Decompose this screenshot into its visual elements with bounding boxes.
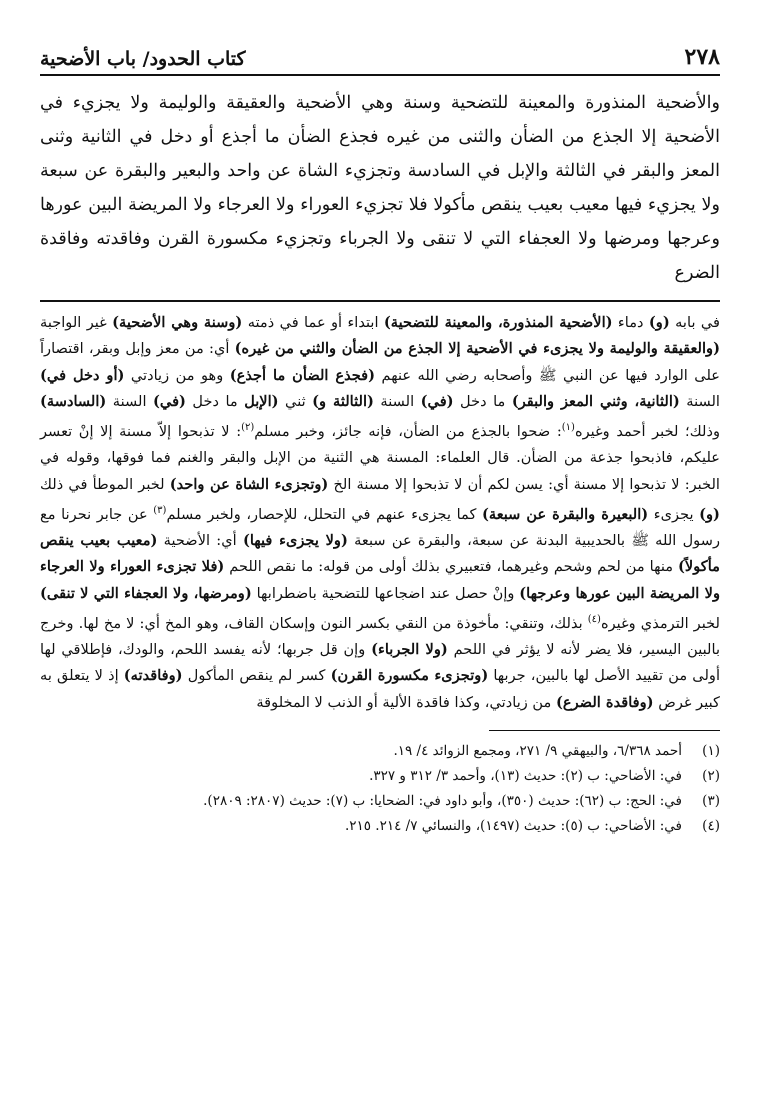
- running-header: [40, 30, 720, 76]
- commentary-run: كما يجزىء عنهم في التحلل، للإحصار، ولخبر مسلم: [166, 505, 482, 523]
- footnotes: [40, 739, 720, 839]
- commentary-run: بذلك، وتنقي: مأخوذة من النقي بكسر النون وإسكان القاف، وهو المخ أي: لا مخ لها. وخرج بالبين اليسير، فلا يضر لأنه لا يؤثر في اللحم: [40, 614, 720, 659]
- bold-matn-quote: (البعيرة والبقرة عن سبعة): [481, 505, 649, 523]
- footnote-ref: (١): [561, 422, 575, 434]
- commentary-run: وإن قل جربها؛ لأنه يفسد اللحم، والودك، فإطلاقي لها أولى من تقييد الأصل لها بالبين، جربها: [40, 641, 721, 685]
- commentary-run: وإنْ حصل عند اضجاعها للتضحية باضطرابها: [251, 584, 520, 602]
- bold-matn-quote: (وتجزىء الشاة عن واحد): [169, 475, 329, 493]
- commentary-run: يجزىء: [648, 505, 700, 523]
- matn-text: والأضحية المنذورة والمعينة للتضحية وسنة وهي الأضحية والعقيقة والوليمة ولا يجزيء في الأضحية إلا الجذع من الضأن والثنى من غيره فجذع الضأن ما أجذع أو دخل في الثانية وثنى المعز والبقر في الثالثة والإبل في السادسة وتجزيء الشاة عن واحد والبعير والبقرة عن سبعة ولا يجزيء فيها معيب بعيب ينقص مأكولا فلا تجزيء العوراء ولا العرجاء ولا المريضة البين عورها وعرجها ومرضها ولا العجفاء التي لا تنقى ولا الجرباء وتجزيء مكسورة القرن وفاقدته وفاقدة الضرع: [40, 93, 720, 283]
- bold-matn-quote: (ولا يجزىء فيها): [242, 532, 348, 550]
- commentary-run: غير الواجبة: [40, 314, 113, 331]
- bold-matn-quote: (وتجزىء مكسورة القرن): [330, 667, 489, 685]
- commentary-run: : ضحوا بالجذع من الضأن، فإنه جائز، وخبر مسلم: [254, 423, 562, 441]
- bold-matn-quote: (في): [153, 392, 186, 410]
- footnote: [40, 764, 720, 789]
- bold-matn-quote: (معيب بعيب ينقص مأكولاً): [40, 532, 720, 576]
- commentary-run: كسر لم ينقص المأكول: [182, 667, 331, 685]
- commentary-run: من زيادتي، وكذا فاقدة الألية أو الذنب لا المخلوقة: [256, 693, 557, 711]
- bold-matn-quote: (وفاقدته): [123, 667, 183, 685]
- commentary-run: وذلك؛ لخبر أحمد وغيره: [574, 423, 720, 441]
- commentary-run: أي: من معز وإبل وبقر، اقتصاراً على الوارد فيها عن النبي ﷺ وأصحابه رضي الله عنهم: [40, 340, 720, 384]
- commentary-run: ما دخل: [185, 392, 245, 410]
- footnote-text: في: الحج: ب (٦٢): حديث (٣٥٠)، وأبو داود في: الضحايا: ب (٧): حديث (٢٨٠٧: ٢٨٠٩).: [203, 793, 682, 810]
- commentary-run: السنة: [679, 392, 720, 410]
- bold-matn-quote: (ولا الجرباء): [371, 641, 448, 659]
- commentary-run: منها من لحم وشحم وغيرهما، فتعبيري بذلك أولى من قوله: ما نقص اللحم: [224, 558, 679, 576]
- footnote: [40, 814, 720, 839]
- bold-matn-quote: (و): [699, 505, 720, 523]
- footnote-ref: (٢): [241, 422, 255, 434]
- bold-matn-quote: (الثانية، وثني المعز والبقر): [511, 392, 680, 410]
- footnote-number: (٣): [702, 793, 720, 810]
- bold-matn-quote: (في): [420, 392, 454, 410]
- bold-matn-quote: (ومرضها، ولا العجفاء التي لا تنقى): [40, 584, 252, 602]
- footnote-number: (٢): [702, 768, 720, 785]
- footnote: [40, 789, 720, 814]
- footnote-number: (٤): [702, 818, 720, 835]
- commentary-run: في بابه: [669, 314, 720, 331]
- commentary-run: ثني: [278, 392, 313, 410]
- bold-matn-quote: (والعقيقة والوليمة ولا يجزىء في الأضحية إلا الجذع من الضأن والثني من غيره): [234, 340, 720, 358]
- bold-matn-quote: (وسنة وهي الأضحية): [112, 314, 243, 331]
- bold-matn-quote: (الأضحية المنذورة، والمعينة للتضحية): [383, 314, 613, 331]
- bold-matn-quote: (السادسة): [40, 392, 107, 410]
- commentary-run: إذ لا يتعلق به كبير غرض: [40, 667, 720, 711]
- commentary-run: لخبر الموطأ في ذلك: [40, 475, 170, 493]
- commentary-run: لخبر الترمذي وغيره: [600, 614, 720, 632]
- commentary-run: : لا تذبحوا إلاّ مسنة إلا إنْ تعسر عليكم، فاذبحوا جذعة من الضأن. قال العلماء: المسنة هي الثنية من الإبل والبقر والغنم فما فوقها، وقوله في الخبر: لا تذبحوا إلا مسنة أي: يسن لكم أن لا تذبحوا إلا مسنة الخ: [40, 423, 720, 493]
- book-title: كتاب الحدود/ باب الأضحية: [40, 48, 246, 70]
- commentary-run: وهو من زيادتي: [124, 366, 230, 384]
- bold-matn-quote: (الإبل: [244, 392, 279, 410]
- bold-matn-quote: (الثالثة و): [312, 392, 374, 410]
- page: [40, 30, 720, 1077]
- footnote-text: في: الأضاحي: ب (٢): حديث (١٣)، وأحمد ٣/ ٣١٢ و ٣٢٧.: [369, 768, 682, 785]
- bold-matn-quote: (وفاقدة الضرع): [556, 693, 654, 711]
- footnote-ref: (٣): [153, 504, 167, 516]
- footnote-number: (١): [702, 743, 720, 760]
- bold-matn-quote: (و): [648, 314, 670, 331]
- page-number: ٢٧٨: [684, 44, 720, 70]
- commentary-run: أي: الأضحية: [157, 532, 243, 550]
- commentary-run: ابتداء أو عما في ذمته: [242, 314, 384, 331]
- footnote-text: في: الأضاحي: ب (٥): حديث (١٤٩٧)، والنسائي ٧/ ٢١٤. ٢١٥.: [344, 818, 682, 835]
- bold-matn-quote: (فلا تجزىء العوراء ولا العرجاء ولا المريضة البين عورها وعرجها): [40, 558, 720, 602]
- footnote-divider: [489, 730, 720, 731]
- section-divider: [40, 300, 720, 302]
- commentary-run: عن جابر نحرنا مع رسول الله ﷺ بالحديبية البدنة عن سبعة، والبقرة عن سبعة: [40, 505, 720, 550]
- commentary-run: السنة: [106, 392, 153, 410]
- commentary-run: دماء: [612, 314, 649, 331]
- footnote-ref: (٤): [587, 613, 601, 625]
- commentary-text: [40, 310, 720, 716]
- bold-matn-quote: (أو دخل في): [40, 366, 125, 384]
- footnote-text: أحمد ٦/٣٦٨، والبيهقي ٩/ ٢٧١، ومجمع الزوائد ٤/ ١٩.: [393, 743, 682, 760]
- commentary-run: ما دخل: [453, 392, 512, 410]
- commentary-run: السنة: [373, 392, 421, 410]
- bold-matn-quote: (فجذع الضأن ما أجذع): [229, 366, 376, 384]
- footnote: [40, 739, 720, 764]
